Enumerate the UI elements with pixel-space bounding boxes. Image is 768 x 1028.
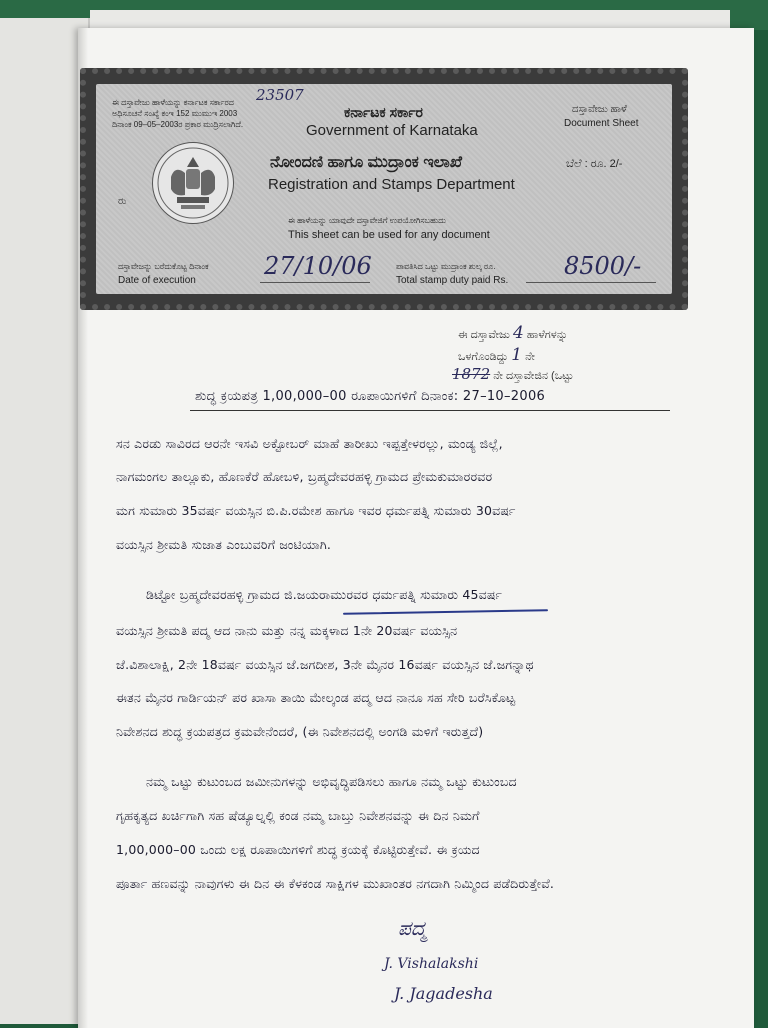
stamp-panel	[96, 84, 672, 294]
execution-kannada: ದಸ್ತಾವೇಜನ್ನು ಬರೆದುಕೊಟ್ಟ ದಿನಾಂಕ	[118, 262, 209, 271]
duty-rule	[526, 282, 656, 283]
gov-english: Government of Karnataka	[306, 122, 478, 139]
duty-amount: 8500/-	[564, 252, 642, 280]
body-line-9: ನಿವೇಶನದ ಶುದ್ಧ ಕ್ರಯಪತ್ರದ ಕ್ರಮವೇನೆಂದರೆ, (ಈ ನಿವೇಶನದಲ್ಲಿ ಅಂಗಡಿ ಮಳಿಗೆ ಇರುತ್ತದೆ)	[116, 724, 484, 739]
price-label: ಬೆಲೆ : ರೂ. 2/-	[566, 158, 623, 170]
body-line-5: ಡಿಟ್ಟೋ ಬ್ರಹ್ಮದೇವರಹಳ್ಳಿ ಗ್ರಾಮದ ಜಿ.ಜಯರಾಮುರವರ ಧರ್ಮಪತ್ನಿ ಸುಮಾರು 45ವರ್ಷ	[146, 587, 503, 602]
body-line-7: ಜೆ.ವಿಶಾಲಾಕ್ಷಿ, 2ನೇ 18ವರ್ಷ ವಯಸ್ಸಿನ ಜೆ.ಜಗದೀಶ, 3ನೇ ಮೈನರ 16ವರ್ಷ ವಯಸ್ಸಿನ ಜೆ.ಜಗನ್ನಾಥ	[116, 657, 534, 672]
ru-label: ರು	[118, 196, 127, 207]
ref-line1-label: ಈ ದಸ್ತಾವೇಜು	[458, 329, 510, 341]
usage-english: This sheet can be used for any document	[288, 229, 490, 241]
body-line-8: ಈತನ ಮೈನರ ಗಾರ್ಡಿಯನ್ ಪರ ಖಾಸಾ ತಾಯಿ ಮೇಲ್ಕಂಡ ಪದ್ಮ ಆದ ನಾನೂ ಸಹ ಸೇರಿ ಬರೆಸಿಕೊಟ್ಟ	[116, 690, 516, 705]
gov-kannada: ಕರ್ನಾಟಕ ಸರ್ಕಾರ	[344, 104, 423, 120]
stamp-header	[80, 68, 688, 310]
ref-line-3	[452, 365, 574, 383]
previous-page	[0, 18, 90, 1024]
ref-line3-hand: 1872	[452, 365, 491, 383]
deed-title: ಶುದ್ಧ ಕ್ರಯಪತ್ರ 1,00,000–00 ರೂಪಾಯಿಗಳಿಗೆ ದಿನಾಂಕ: 27–10–2006	[195, 389, 546, 404]
title-underline	[190, 410, 670, 411]
rule-note-3: ದಿನಾಂಕ 09–05–2003ರ ಪ್ರಕಾರ ಮುದ್ರಿಸಲಾಗಿದೆ.	[112, 120, 244, 129]
rule-note-1: ಈ ದಸ್ತಾವೇಜು ಹಾಳೆಯನ್ನು ಕರ್ನಾಟಕ ಸರ್ಕಾರದ	[112, 98, 234, 107]
body-line-6: ವಯಸ್ಸಿನ ಶ್ರೀಮತಿ ಪದ್ಮ ಆದ ನಾನು ಮತ್ತು ನನ್ನ ಮಕ್ಕಳಾದ 1ನೇ 20ವರ್ಷ ವಯಸ್ಸಿನ	[116, 623, 458, 638]
state-emblem-icon	[152, 142, 234, 224]
signature-3: J. Jagadesha	[394, 984, 493, 1003]
ref-line2-tail: ನೇ	[525, 351, 535, 363]
usage-kannada: ಈ ಹಾಳೆಯನ್ನು ಯಾವುದೇ ದಸ್ತಾವೇಜಿಗೆ ಉಪಯೋಗಿಸಬಹುದು	[288, 216, 446, 225]
body-line-11: ಗೃಹಕೃತ್ಯದ ಖರ್ಚಿಗಾಗಿ ಸಹ ಷೆಡ್ಯೂಲ್ನಲ್ಲಿ ಕಂಡ ನಮ್ಮ ಬಾಬ್ತು ನಿವೇಶನವನ್ನು ಈ ದಿನ ನಿಮಗೆ	[116, 808, 480, 823]
body-line-1: ಸನ ಎರಡು ಸಾವಿರದ ಆರನೇ ಇಸವಿ ಅಕ್ಟೋಬರ್ ಮಾಹೆ ತಾರೀಖು ಇಪ್ಪತ್ತೇಳರಲ್ಲು, ಮಂಡ್ಯ ಜಿಲ್ಲೆ,	[116, 436, 503, 451]
rule-note-2: ಅಧಿಸೂಚನೆ ಸಂಖ್ಯೆ ಕಂಇ 152 ಮುಮುಇ 2003	[112, 109, 238, 118]
ref-line1-tail: ಹಾಳೆಗಳನ್ನು	[526, 329, 568, 341]
ref-line2-hand: 1	[511, 345, 523, 365]
serial-handwritten: 23507	[256, 86, 304, 104]
body-line-3: ಮಗ ಸುಮಾರು 35ವರ್ಷ ವಯಸ್ಸಿನ ಬಿ.ಪಿ.ರಮೇಶ ಹಾಗೂ ಇವರ ಧರ್ಮಪತ್ನಿ ಸುಮಾರು 30ವರ್ಷ	[116, 503, 516, 518]
ref-line-1	[458, 323, 568, 343]
dept-kannada: ನೋಂದಣಿ ಹಾಗೂ ಮುದ್ರಾಂಕ ಇಲಾಖೆ	[270, 154, 463, 171]
body-line-13: ಪೂರ್ತಾ ಹಣವನ್ನು ನಾವುಗಳು ಈ ದಿನ ಈ ಕೆಳಕಂಡ ಸಾಕ್ಷಿಗಳ ಮುಖಾಂತರ ನಗದಾಗಿ ನಿಮ್ಮಿಂದ ಪಡೆದಿರುತ್ತೇವೆ.	[116, 876, 555, 891]
doc-sheet-english: Document Sheet	[564, 118, 639, 129]
signature-1: ಪದ್ಮ	[398, 916, 427, 940]
signature-2: J. Vishalakshi	[384, 956, 479, 972]
duty-kannada: ಪಾವತಿಸಿದ ಒಟ್ಟು ಮುದ್ರಾಂಕ ಶುಲ್ಕ ರೂ.	[396, 262, 496, 271]
dept-english: Registration and Stamps Department	[268, 176, 515, 193]
ref-line2-label: ಒಳಗೊಂಡಿದ್ದು	[458, 351, 509, 363]
execution-rule	[260, 282, 370, 283]
body-line-4: ವಯಸ್ಸಿನ ಶ್ರೀಮತಿ ಸುಜಾತ ಎಂಬುವರಿಗೆ ಜಂಟಿಯಾಗಿ.	[116, 537, 332, 552]
ref-line1-hand: 4	[513, 323, 524, 343]
ref-line3-label: ನೇ ದಸ್ತಾವೇಜಿನ	[493, 370, 548, 382]
duty-english: Total stamp duty paid Rs.	[396, 275, 509, 286]
execution-date: 27/10/06	[264, 252, 372, 280]
body-line-2: ನಾಗಮಂಗಲ ತಾಲ್ಲೂಕು, ಹೊಣಕೆರೆ ಹೋಬಳಿ, ಬ್ರಹ್ಮದೇವರಹಳ್ಳಿ ಗ್ರಾಮದ ಪ್ರೇಮಕುಮಾರರವರ	[116, 469, 493, 484]
ref-line3-tail: (ಒಟ್ಟು	[551, 370, 574, 382]
body-line-10: ನಮ್ಮ ಒಟ್ಟು ಕುಟುಂಬದ ಜಮೀನುಗಳನ್ನು ಅಭಿವೃದ್ಧಿಪಡಿಸಲು ಹಾಗೂ ನಮ್ಮ ಒಟ್ಟು ಕುಟುಂಬದ	[146, 774, 517, 789]
execution-english: Date of execution	[118, 275, 196, 286]
doc-sheet-kannada: ದಸ್ತಾವೇಜು ಹಾಳೆ	[572, 104, 627, 115]
body-line-12: 1,00,000–00 ಒಂದು ಲಕ್ಷ ರೂಪಾಯಿಗಳಿಗೆ ಶುದ್ಧ ಕ್ರಯಕ್ಕೆ ಕೊಟ್ಟಿರುತ್ತೇವೆ. ಈ ಕ್ರಯದ	[116, 842, 480, 857]
ref-line-2	[458, 345, 535, 365]
